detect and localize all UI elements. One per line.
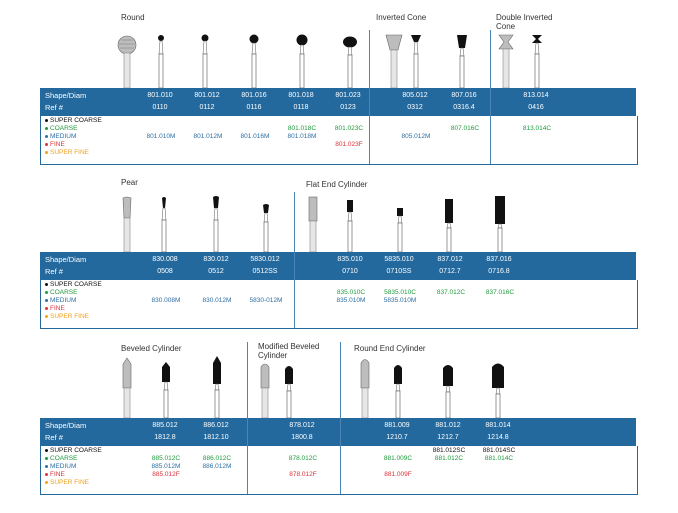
grit-coarse: 885.012C — [151, 455, 181, 462]
bur-image-805-012 — [410, 34, 422, 88]
legend-coarse: COARSE — [45, 125, 77, 133]
grit-coarse: 881.012C — [434, 455, 464, 462]
bur-image-801-010 — [156, 34, 166, 88]
shape-diam-value: 801.023 — [335, 92, 361, 99]
grit-fine: 881.009F — [384, 471, 412, 478]
group-title-modified-beveled-cylinder: Modified Beveled Cylinder — [258, 342, 320, 360]
legend-medium: MEDIUM — [45, 133, 76, 141]
grit-medium: 801.012M — [193, 133, 223, 140]
bur-image-round-end-cylinder-diamond — [358, 358, 372, 418]
group-divider — [490, 30, 491, 164]
grit-table — [40, 280, 638, 329]
ref-value: 0312 — [407, 104, 423, 111]
grit-coarse: 5835.010C — [384, 289, 416, 296]
bur-image-double-inverted-cone-diamond — [498, 34, 514, 88]
info-bar — [40, 418, 636, 446]
group-divider — [340, 342, 341, 494]
shape-diam-value: 5830.012 — [250, 256, 280, 263]
grit-coarse: 837.016C — [485, 289, 515, 296]
ref-value: 1812.10 — [203, 434, 229, 441]
grit-table — [40, 116, 638, 165]
group-divider — [294, 192, 295, 328]
bur-image-885-012 — [160, 362, 172, 418]
ref-value: 1812.8 — [154, 434, 176, 441]
shape-diam-value: 807.016 — [451, 92, 477, 99]
ref-value: 1210.7 — [386, 434, 408, 441]
bur-image-inverted-cone-diamond — [384, 34, 404, 88]
grit-coarse: 886.012C — [202, 455, 232, 462]
legend-coarse: COARSE — [45, 455, 77, 463]
group-divider — [247, 342, 248, 494]
bur-image-801-023 — [341, 34, 359, 88]
shape-diam-value: 830.008 — [152, 256, 178, 263]
legend-super-coarse: SUPER COARSE — [45, 281, 102, 289]
bur-image-813-014 — [531, 34, 543, 88]
legend-fine: FINE — [45, 305, 65, 313]
grit-coarse: 835.010C — [336, 289, 366, 296]
shape-diam-value: 805.012 — [402, 92, 428, 99]
shape-diam-label: Shape/Diam — [45, 421, 87, 430]
grit-medium: 886.012M — [202, 463, 232, 470]
bur-image-837-012 — [443, 198, 455, 252]
legend-medium: MEDIUM — [45, 463, 76, 471]
grit-coarse: 801.023C — [334, 125, 364, 132]
bur-image-807-016 — [456, 34, 468, 88]
bur-image-837-016 — [494, 195, 506, 252]
ref-value: 0710SS — [386, 268, 412, 275]
bur-image-881-014 — [491, 362, 505, 418]
shape-diam-value: 837.016 — [486, 256, 512, 263]
ref-label: Ref # — [45, 103, 63, 112]
bur-image-886-012 — [211, 356, 223, 418]
legend-super-fine: SUPER FINE — [45, 149, 89, 157]
bur-image-flat-end-cylinder-diamond — [306, 196, 320, 252]
ref-value: 0118 — [293, 104, 309, 111]
grit-fine: 885.012F — [152, 471, 180, 478]
legend-medium: MEDIUM — [45, 297, 76, 305]
group-title-round-end-cylinder: Round End Cylinder — [354, 344, 426, 353]
ref-value: 1212.7 — [437, 434, 459, 441]
shape-diam-label: Shape/Diam — [45, 91, 87, 100]
ref-value: 1214.8 — [487, 434, 509, 441]
grit-table — [40, 446, 638, 495]
legend-fine: FINE — [45, 141, 65, 149]
legend-super-fine: SUPER FINE — [45, 313, 89, 321]
grit-medium: 830.012M — [202, 297, 232, 304]
bur-image-beveled-cylinder-diamond — [120, 358, 134, 418]
bur-image-881-009 — [392, 364, 404, 418]
grit-coarse: 807.016C — [450, 125, 480, 132]
bur-image-5835-010 — [395, 207, 405, 252]
bur-image-830-008 — [159, 196, 169, 252]
info-bar — [40, 252, 636, 280]
group-title-pear: Pear — [121, 178, 138, 187]
bur-image-round-diamond — [116, 34, 138, 88]
grit-coarse: 878.012C — [288, 455, 318, 462]
ref-value: 1800.8 — [291, 434, 313, 441]
ref-value: 0316.4 — [453, 104, 475, 111]
bur-image-pear-diamond — [120, 196, 134, 252]
shape-diam-value: 881.012 — [435, 422, 461, 429]
legend-super-fine: SUPER FINE — [45, 479, 89, 487]
grit-fine: 801.023F — [335, 141, 363, 148]
shape-diam-value: 881.009 — [384, 422, 410, 429]
group-title-flat-end-cylinder: Flat End Cylinder — [306, 180, 368, 189]
grit-medium: 5835.010M — [383, 297, 417, 304]
grit-coarse: 837.012C — [436, 289, 466, 296]
ref-value: 0416 — [528, 104, 544, 111]
ref-value: 0512 — [208, 268, 224, 275]
ref-value: 0110 — [152, 104, 168, 111]
grit-coarse: 813.014C — [522, 125, 552, 132]
ref-value: 0710 — [342, 268, 358, 275]
ref-value: 0508 — [157, 268, 173, 275]
shape-diam-value: 837.012 — [437, 256, 463, 263]
ref-value: 0712.7 — [439, 268, 461, 275]
bur-image-881-012 — [442, 364, 454, 418]
shape-diam-value: 813.014 — [523, 92, 549, 99]
ref-value: 0123 — [340, 104, 356, 111]
group-title-double-inverted-cone: Double Inverted Cone — [496, 13, 553, 31]
bur-image-835-010 — [345, 199, 355, 252]
grit-medium: 835.010M — [336, 297, 366, 304]
grit-coarse: 881.009C — [383, 455, 413, 462]
grit-fine: 878.012F — [289, 471, 317, 478]
group-title-beveled-cylinder: Beveled Cylinder — [121, 344, 182, 353]
legend-fine: FINE — [45, 471, 65, 479]
grit-medium: 805.012M — [401, 133, 431, 140]
grit-super-coarse: 881.012SC — [432, 447, 466, 454]
bur-image-801-012 — [200, 34, 210, 88]
ref-label: Ref # — [45, 433, 63, 442]
legend-super-coarse: SUPER COARSE — [45, 447, 102, 455]
bur-image-878-012 — [283, 364, 295, 418]
shape-diam-value: 801.012 — [194, 92, 220, 99]
grit-medium: 801.018M — [287, 133, 317, 140]
shape-diam-value: 5835.010 — [384, 256, 414, 263]
grit-medium: 801.016M — [240, 133, 270, 140]
grit-medium: 830.008M — [151, 297, 181, 304]
bur-image-801-018 — [295, 34, 309, 88]
grit-medium: 5830-012M — [249, 297, 283, 304]
shape-diam-value: 801.010 — [147, 92, 173, 99]
bur-image-830-012 — [211, 196, 221, 252]
shape-diam-value: 830.012 — [203, 256, 229, 263]
bur-image-5830-012 — [261, 204, 271, 252]
shape-diam-value: 878.012 — [289, 422, 315, 429]
ref-value: 0116 — [246, 104, 262, 111]
grit-medium: 885.012M — [151, 463, 181, 470]
shape-diam-value: 881.014 — [485, 422, 511, 429]
ref-label: Ref # — [45, 267, 63, 276]
group-title-round: Round — [121, 13, 145, 22]
ref-value: 0716.8 — [488, 268, 510, 275]
shape-diam-value: 886.012 — [203, 422, 229, 429]
legend-super-coarse: SUPER COARSE — [45, 117, 102, 125]
grit-super-coarse: 881.014SC — [482, 447, 516, 454]
info-bar — [40, 88, 636, 116]
group-divider — [369, 30, 370, 164]
shape-diam-value: 801.018 — [288, 92, 314, 99]
group-title-inverted-cone: Inverted Cone — [376, 13, 427, 22]
grit-coarse: 801.018C — [287, 125, 317, 132]
grit-coarse: 881.014C — [484, 455, 514, 462]
shape-diam-label: Shape/Diam — [45, 255, 87, 264]
bur-image-801-016 — [248, 34, 260, 88]
ref-value: 0512SS — [252, 268, 278, 275]
legend-coarse: COARSE — [45, 289, 77, 297]
grit-medium: 801.010M — [146, 133, 176, 140]
shape-diam-value: 835.010 — [337, 256, 363, 263]
shape-diam-value: 885.012 — [152, 422, 178, 429]
shape-diam-value: 801.016 — [241, 92, 267, 99]
ref-value: 0112 — [199, 104, 215, 111]
bur-image-modified-beveled-cylinder-diamond — [258, 362, 272, 418]
